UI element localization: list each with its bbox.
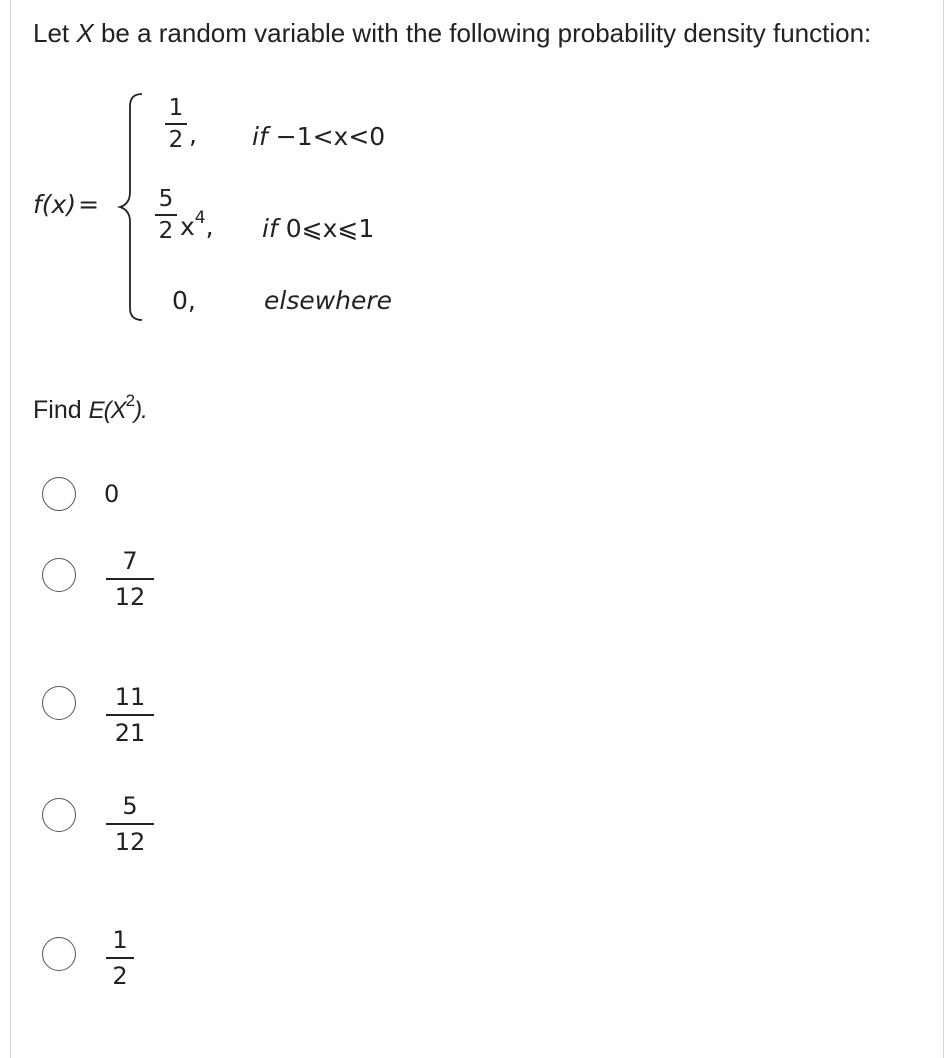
option-4-radio[interactable] [42,937,76,971]
case2-denominator: 2 [158,217,174,244]
question-text: Let X be a random variable with the following probability density function: [33,18,872,48]
option-2-numerator: 11 [114,683,146,711]
case1-comma: , [189,120,197,149]
case2-term: $x^4$, [180,208,214,241]
case1-denominator: 2 [168,126,184,153]
pdf-lhs: f(x)= [33,190,100,219]
option-0-value: 0 [104,480,120,508]
option-3-denominator: 12 [114,827,146,856]
case1-fraction [165,95,187,153]
option-2-radio[interactable] [42,686,76,720]
option-3-fraction [106,792,154,856]
option-1-denominator: 12 [114,582,146,611]
option-1-radio[interactable] [42,558,76,592]
option-1-numerator: 7 [122,547,138,575]
option-0-radio[interactable] [42,477,76,511]
option-4-denominator: 2 [112,961,128,990]
case1-condition: if −1<x<0 [252,122,386,151]
find-prompt: Find $E(X^2)$. [33,391,147,424]
option-2-fraction [106,683,154,747]
option-1-fraction [106,547,154,611]
option-3-numerator: 5 [122,792,138,820]
case2-numerator: 5 [158,186,174,212]
case3-condition: elsewhere [264,286,393,315]
case1-numerator: 1 [168,95,184,121]
case2-condition: if 0⩽x⩽1 [262,214,375,243]
case2-fraction [155,186,177,244]
option-3-radio[interactable] [42,798,76,832]
option-4-fraction [106,926,134,990]
option-4-numerator: 1 [112,926,128,954]
option-2-denominator: 21 [114,718,146,747]
pdf-brace [112,92,152,322]
case3-value: 0, [172,286,196,315]
